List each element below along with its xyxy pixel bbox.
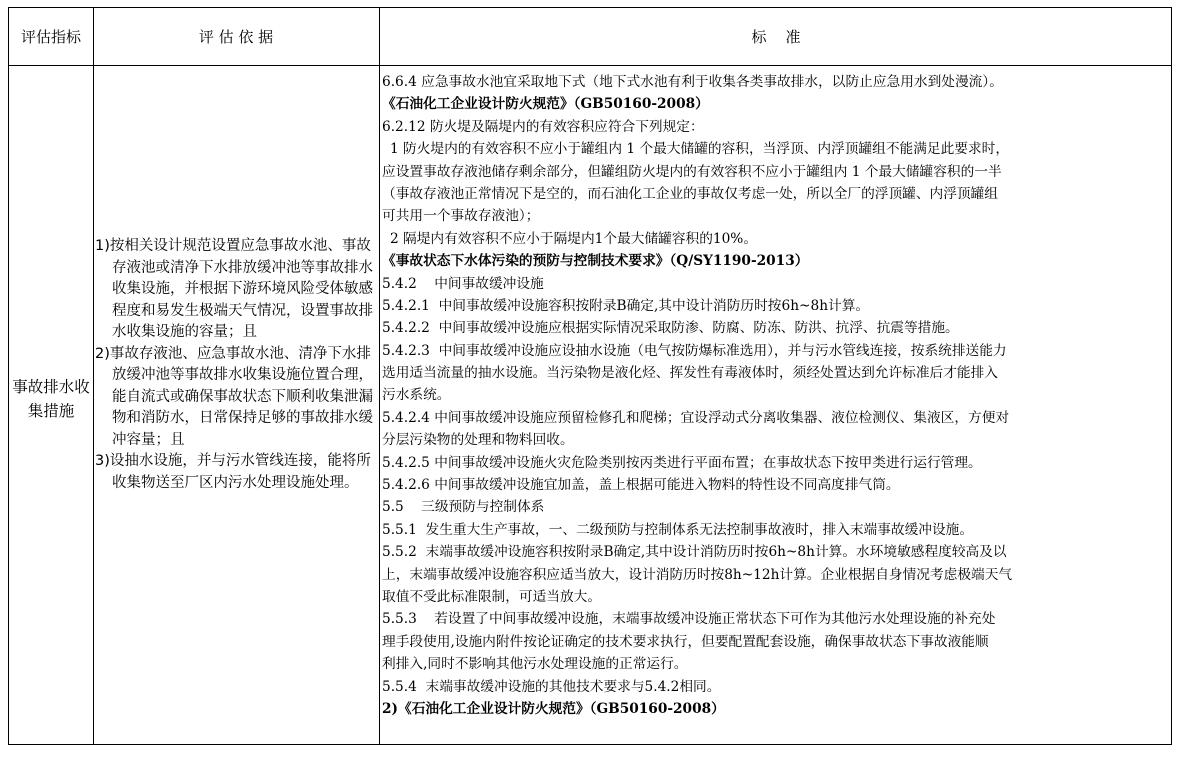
standard-line: 污水系统。 (382, 387, 451, 404)
standard-line: 6.2.12 防火堤及隔堤内的有效容积应符合下列规定： (382, 118, 704, 135)
standard-line: 5.4.2 中间事故缓冲设施 (382, 275, 544, 292)
indicator-text: 事故排水收集措施 (12, 378, 90, 420)
standards-table (8, 7, 1172, 745)
standard-line: 《事故状态下水体污染的预防与控制技术要求》（Q/SY1190-2013） (382, 253, 809, 270)
standard-line: 可共用一个事故存液池）； (382, 208, 540, 225)
indicator-cell (9, 375, 93, 423)
standard-line: 5.4.2.1 中间事故缓冲设施容积按附录B确定,其中设计消防历时按6h~8h计算。 (382, 297, 870, 314)
standard-line: 1 防火堤内的有效容积不应小于罐组内 1 个最大储罐的容积，当浮顶、内浮顶罐组不能满足此要求时， (390, 141, 1010, 158)
standard-line: （事故存液池正常情况下是空的，而石油化工企业的事故仅考虑一处，所以全厂的浮顶罐、内浮顶罐组 (382, 185, 998, 202)
standard-line: 5.5.2 末端事故缓冲设施容积按附录B确定,其中设计消防历时按6h~8h计算。水环境敏感程度较高及以 (382, 544, 1007, 561)
header-divider (9, 65, 1171, 66)
standard-line: 5.5.3 若设置了中间事故缓冲设施，末端事故缓冲设施正常状态下可作为其他污水处理设施的补充处 (382, 611, 996, 628)
standard-line: 5.4.2.5 中间事故缓冲设施火灾危险类别按丙类进行平面布置；在事故状态下按甲类进行运行管理。 (382, 454, 982, 471)
standard-line: 6.6.4 应急事故水池宜采取地下式（地下式水池有利于收集各类事故排水，以防止应急用水到处漫流）。 (382, 74, 1003, 90)
basis-item: 1)按相关设计规范设置应急事故水池、事故存液池或清净下水排放缓冲池等事故排水收集设施，并根据下游环境风险受体敏感程度和易发生极端天气情况，设置事故排水收集设施的容量；且 (95, 238, 373, 340)
standard-line: 5.4.2.4 中间事故缓冲设施应预留检修孔和爬梯；宜设浮动式分离收集器、液位检测仪、集液区，方便对 (382, 409, 1010, 426)
standard-line: 选用适当流量的抽水设施。当污染物是液化烃、挥发性有毒液体时，须经处置达到允许标准后才能排入 (382, 365, 998, 382)
standard-line: 《石油化工企业设计防火规范》（GB50160-2008） (382, 96, 709, 113)
standard-line: 5.4.2.3 中间事故缓冲设施应设抽水设施（电气按防爆标准选用），并与污水管线连接，按系统排送能力 (382, 342, 1007, 359)
standard-line: 2 隔堤内有效容积不应小于隔堤内1个最大储罐容积的10%。 (390, 230, 758, 247)
standard-line: 利排入,同时不影响其他污水处理设施的正常运行。 (382, 656, 688, 673)
standard-line: 5.5 三级预防与控制体系 (382, 499, 545, 516)
standard-line: 5.4.2.2 中间事故缓冲设施应根据实际情况采取防渗、防腐、防冻、防洪、抗浮、抗震等措施。 (382, 320, 959, 337)
basis-cell (95, 236, 377, 494)
column-divider (379, 8, 380, 744)
standard-line: 5.5.1 发生重大生产事故，一、二级预防与控制体系无法控制事故液时，排入末端事故缓冲设施。 (382, 521, 974, 538)
standard-line: 理手段使用,设施内附件按论证确定的技术要求执行，但要配置配套设施，确保事故状态下事故液能顺 (382, 633, 989, 650)
standard-line: 5.4.2.6 中间事故缓冲设施宜加盖，盖上根据可能进入物料的特性设不同高度排气筒。 (382, 477, 900, 494)
standard-line: 分层污染物的处理和物料回收。 (382, 432, 574, 449)
header-standard: 标 准 (751, 28, 801, 46)
header-basis: 评 估 依 据 (198, 28, 274, 46)
standard-line: 取值不受此标准限制，可适当放大。 (382, 588, 602, 605)
standard-line: 2)《石油化工企业设计防火规范》（GB50160-2008） (382, 700, 725, 717)
standard-line: 5.5.4 末端事故缓冲设施的其他技术要求与5.4.2相同。 (382, 678, 721, 695)
standard-line: 上，末端事故缓冲设施容积应适当放大，设计消防历时按8h~12h计算。企业根据自身情况考虑极端天气 (382, 566, 1013, 583)
standard-cell (382, 71, 1172, 720)
basis-item: 2)事故存液池、应急事故水池、清净下水排放缓冲池等事故排水收集设施位置合理，能自流式或确保事故状态下顺利收集泄漏物和消防水，日常保持足够的事故排水缓冲容量；且 (95, 345, 373, 448)
basis-item: 3)设抽水设施，并与污水管线连接，能将所收集物送至厂区内污水处理设施处理。 (95, 453, 371, 491)
standard-line: 应设置事故存液池储存剩余部分，但罐组防火堤内的有效容积不应小于罐组内 1 个最大储罐容积的一半 (382, 163, 1002, 180)
header-indicator: 评估指标 (20, 28, 81, 46)
column-divider (93, 8, 94, 744)
